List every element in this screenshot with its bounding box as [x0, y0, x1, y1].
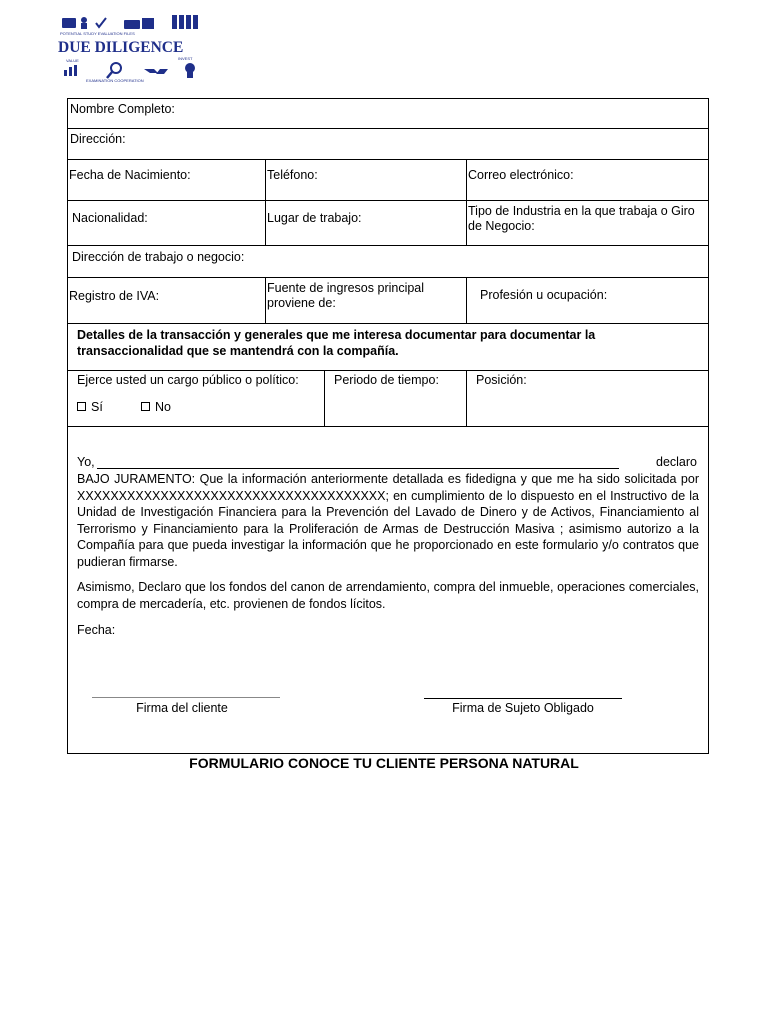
row-direccion	[68, 129, 708, 160]
row-cargo-publico	[68, 371, 708, 427]
client-signature-label: Firma del cliente	[136, 701, 228, 715]
declaration-paragraph-2: Asimismo, Declaro que los fondos del canon de arrendamiento, compra del inmueble, operaciones comerciales, compra de mercadería, etc. provienen de fondos lícitos.	[77, 580, 699, 611]
row-ingresos	[68, 278, 708, 324]
registro-iva-label: Registro de IVA:	[69, 289, 160, 303]
si-label: Sí	[91, 400, 103, 414]
fuente-ingresos-label: Fuente de ingresos principal proviene de:	[267, 281, 425, 310]
logo-bottom-labels: EXAMINATION COOPERATION	[86, 78, 144, 83]
cell-registro-iva[interactable]	[68, 278, 265, 323]
cell-fecha-nacimiento[interactable]	[68, 160, 265, 200]
telefono-label: Teléfono:	[267, 168, 318, 182]
due-diligence-logo	[56, 12, 212, 84]
logo-top-labels: POTENTIAL STUDY EVALUATION FILES	[60, 31, 135, 36]
logo-invest-label: INVEST	[178, 56, 193, 61]
periodo-label: Periodo de tiempo:	[334, 373, 439, 387]
handshake-icon	[144, 69, 158, 73]
no-label: No	[155, 400, 171, 414]
bar-chart-icon	[64, 70, 67, 76]
direccion-field[interactable]: Dirección:	[70, 132, 126, 146]
client-signature-line[interactable]	[92, 697, 280, 698]
binder-icon	[172, 15, 177, 29]
cell-tipo-industria[interactable]	[466, 201, 708, 245]
cell-nacionalidad[interactable]	[68, 201, 265, 245]
money-bag-icon	[185, 63, 195, 73]
nombre-field[interactable]: Nombre Completo:	[70, 102, 175, 116]
no-checkbox[interactable]	[141, 402, 150, 411]
form-title: FORMULARIO CONOCE TU CLIENTE PERSONA NATURAL	[189, 755, 579, 771]
logo-value-label: VALUE	[66, 58, 79, 63]
cell-fuente-ingresos[interactable]	[265, 278, 466, 323]
check-icon	[96, 18, 106, 27]
option-no[interactable]	[141, 400, 171, 415]
cell-cargo-publico	[68, 371, 324, 426]
obligated-signature-line[interactable]	[424, 698, 622, 699]
profesion-label: Profesión u ocupación:	[480, 288, 608, 302]
cell-lugar-trabajo[interactable]	[265, 201, 466, 245]
obligated-signature-label: Firma de Sujeto Obligado	[452, 701, 594, 715]
magnifier-icon	[111, 63, 121, 73]
kyc-form	[67, 98, 709, 754]
row-detalles	[68, 324, 708, 371]
detalles-heading: Detalles de la transacción y generales que me interesa documentar para documentar la transaccionalidad que se mantendrá con la compañía.	[77, 328, 596, 358]
row-trabajo	[68, 201, 708, 246]
posicion-label: Posición:	[476, 373, 527, 387]
row-direccion-trabajo	[68, 246, 708, 278]
si-checkbox[interactable]	[77, 402, 86, 411]
cell-posicion[interactable]	[466, 371, 708, 426]
option-si[interactable]	[77, 400, 103, 415]
row-nombre	[68, 99, 708, 129]
logo-title: DUE DILIGENCE	[58, 39, 184, 56]
name-blank-line[interactable]	[97, 468, 619, 469]
correo-label: Correo electrónico:	[468, 168, 574, 182]
direccion-trabajo-field[interactable]: Dirección de trabajo o negocio:	[72, 250, 245, 264]
nacionalidad-label: Nacionalidad:	[72, 211, 148, 225]
cell-periodo[interactable]	[324, 371, 466, 426]
cargo-publico-label: Ejerce usted un cargo público o político:	[77, 373, 299, 387]
briefcase-icon	[124, 20, 140, 29]
cell-profesion[interactable]	[466, 278, 708, 323]
declaration-paragraph-1: BAJO JURAMENTO: Que la información anteriormente detallada es fidedigna y que me ha sido solicitada por XXXXXXXXXXXXXXXXXXXXXXXXXXXXXXXXXXXXX; en cumplimiento de lo dispuesto en el Instructivo de la Unidad de Investigación Financiera para la Prevención del Lavado de Dinero y de Activos, Financiamiento al Terrorismo y Financiamiento para la Proliferación de Armas de Destrucción Masiva ; asimismo autorizo a la Compañía para que pueda investigar la información que he proporcionado en este formulario y/o contratos que pudieran firmarse.	[77, 472, 699, 569]
fecha-nacimiento-label: Fecha de Nacimiento:	[69, 168, 191, 182]
calculator-icon	[142, 18, 154, 29]
person-icon	[81, 17, 87, 23]
fecha-label: Fecha:	[77, 623, 116, 637]
yo-label: Yo,	[77, 455, 95, 469]
cell-telefono[interactable]	[265, 160, 466, 200]
row-contacto	[68, 160, 708, 201]
chart-icon	[62, 18, 76, 28]
declaration-name-line	[77, 454, 699, 471]
declaro-label: declaro	[656, 455, 697, 469]
lugar-trabajo-label: Lugar de trabajo:	[267, 211, 362, 225]
cell-correo[interactable]	[466, 160, 708, 200]
tipo-industria-label: Tipo de Industria en la que trabaja o Giro de Negocio:	[468, 204, 695, 233]
